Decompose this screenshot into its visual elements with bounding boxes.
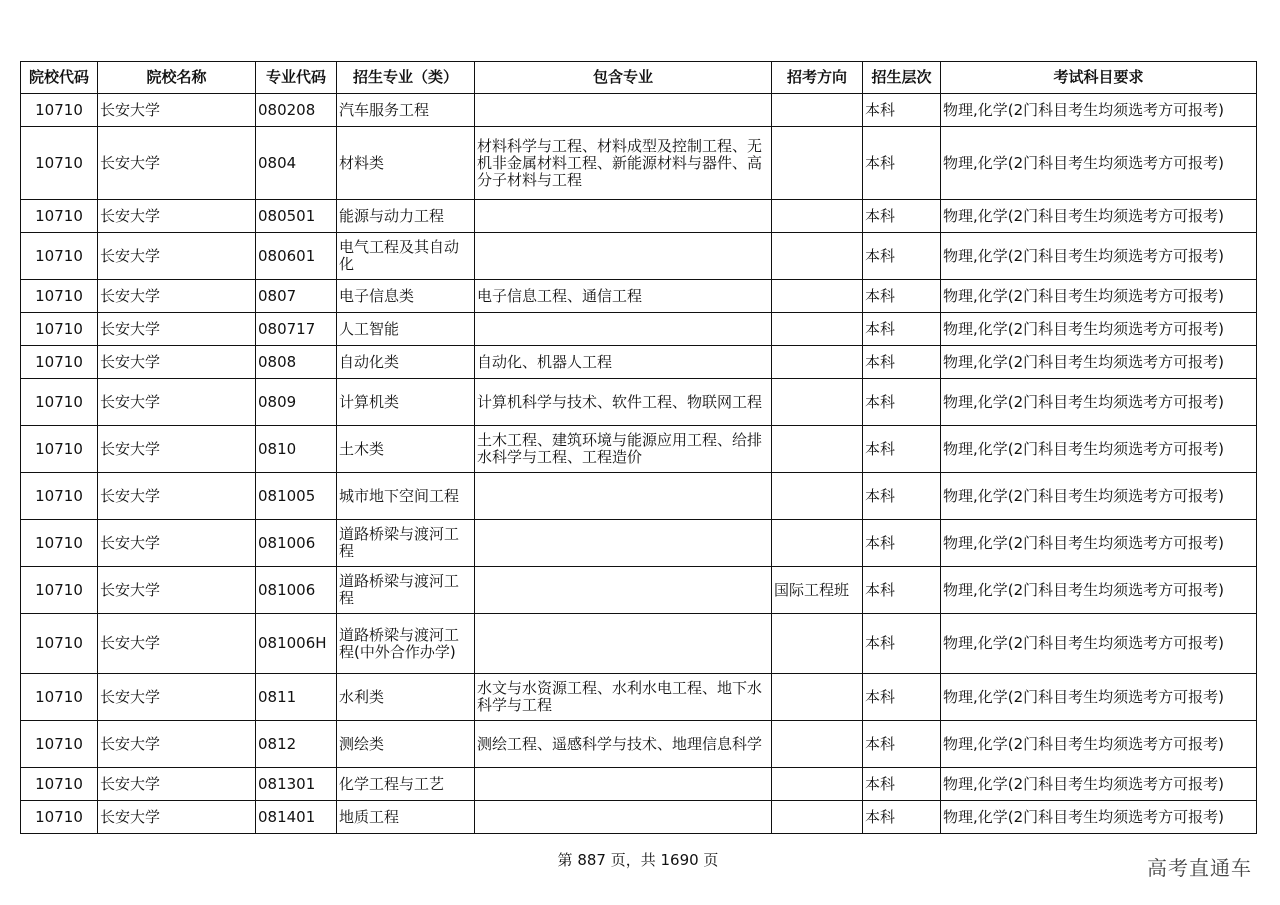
cell-school-name: 长安大学 bbox=[98, 768, 256, 801]
cell-level: 本科 bbox=[863, 768, 941, 801]
header-level: 招生层次 bbox=[863, 62, 941, 94]
cell-school-code: 10710 bbox=[21, 801, 98, 834]
cell-level: 本科 bbox=[863, 313, 941, 346]
cell-major-code: 081006 bbox=[256, 567, 337, 614]
cell-major-code: 081401 bbox=[256, 801, 337, 834]
header-school-name: 院校名称 bbox=[98, 62, 256, 94]
cell-subject-requirements: 物理,化学(2门科目考生均须选考方可报考) bbox=[941, 473, 1257, 520]
cell-subject-requirements: 物理,化学(2门科目考生均须选考方可报考) bbox=[941, 768, 1257, 801]
table-row bbox=[21, 127, 1257, 200]
cell-included-majors: 测绘工程、遥感科学与技术、地理信息科学 bbox=[475, 721, 772, 768]
cell-school-code: 10710 bbox=[21, 280, 98, 313]
cell-direction bbox=[772, 94, 863, 127]
cell-major: 材料类 bbox=[337, 127, 475, 200]
cell-major-code: 080717 bbox=[256, 313, 337, 346]
cell-level: 本科 bbox=[863, 200, 941, 233]
cell-subject-requirements: 物理,化学(2门科目考生均须选考方可报考) bbox=[941, 280, 1257, 313]
table-row bbox=[21, 346, 1257, 379]
cell-direction bbox=[772, 346, 863, 379]
cell-major: 能源与动力工程 bbox=[337, 200, 475, 233]
cell-major-code: 0811 bbox=[256, 674, 337, 721]
cell-level: 本科 bbox=[863, 801, 941, 834]
cell-school-name: 长安大学 bbox=[98, 379, 256, 426]
cell-included-majors bbox=[475, 768, 772, 801]
cell-level: 本科 bbox=[863, 426, 941, 473]
cell-school-name: 长安大学 bbox=[98, 127, 256, 200]
header-major-code: 专业代码 bbox=[256, 62, 337, 94]
cell-direction bbox=[772, 674, 863, 721]
cell-included-majors bbox=[475, 313, 772, 346]
cell-direction bbox=[772, 721, 863, 768]
header-major: 招生专业（类） bbox=[337, 62, 475, 94]
cell-direction bbox=[772, 233, 863, 280]
cell-school-code: 10710 bbox=[21, 94, 98, 127]
cell-subject-requirements: 物理,化学(2门科目考生均须选考方可报考) bbox=[941, 567, 1257, 614]
table-row bbox=[21, 426, 1257, 473]
cell-school-code: 10710 bbox=[21, 233, 98, 280]
cell-major-code: 080601 bbox=[256, 233, 337, 280]
cell-level: 本科 bbox=[863, 674, 941, 721]
cell-major-code: 080501 bbox=[256, 200, 337, 233]
cell-major: 道路桥梁与渡河工程 bbox=[337, 520, 475, 567]
cell-major: 自动化类 bbox=[337, 346, 475, 379]
cell-school-code: 10710 bbox=[21, 127, 98, 200]
table-body bbox=[21, 94, 1257, 834]
table-row bbox=[21, 674, 1257, 721]
cell-school-code: 10710 bbox=[21, 520, 98, 567]
table-header bbox=[21, 62, 1257, 94]
cell-included-majors bbox=[475, 473, 772, 520]
cell-school-code: 10710 bbox=[21, 614, 98, 674]
cell-level: 本科 bbox=[863, 280, 941, 313]
cell-school-name: 长安大学 bbox=[98, 721, 256, 768]
cell-included-majors: 计算机科学与技术、软件工程、物联网工程 bbox=[475, 379, 772, 426]
cell-major: 电气工程及其自动化 bbox=[337, 233, 475, 280]
cell-school-name: 长安大学 bbox=[98, 426, 256, 473]
cell-subject-requirements: 物理,化学(2门科目考生均须选考方可报考) bbox=[941, 346, 1257, 379]
cell-direction bbox=[772, 200, 863, 233]
cell-included-majors bbox=[475, 801, 772, 834]
cell-major: 土木类 bbox=[337, 426, 475, 473]
cell-direction bbox=[772, 379, 863, 426]
cell-school-code: 10710 bbox=[21, 313, 98, 346]
cell-subject-requirements: 物理,化学(2门科目考生均须选考方可报考) bbox=[941, 426, 1257, 473]
cell-school-code: 10710 bbox=[21, 346, 98, 379]
cell-included-majors bbox=[475, 614, 772, 674]
header-included-majors: 包含专业 bbox=[475, 62, 772, 94]
header-direction: 招考方向 bbox=[772, 62, 863, 94]
table-row bbox=[21, 768, 1257, 801]
cell-included-majors: 土木工程、建筑环境与能源应用工程、给排水科学与工程、工程造价 bbox=[475, 426, 772, 473]
cell-level: 本科 bbox=[863, 520, 941, 567]
cell-major-code: 0809 bbox=[256, 379, 337, 426]
cell-included-majors: 电子信息工程、通信工程 bbox=[475, 280, 772, 313]
cell-direction bbox=[772, 473, 863, 520]
cell-school-name: 长安大学 bbox=[98, 313, 256, 346]
cell-direction bbox=[772, 768, 863, 801]
cell-subject-requirements: 物理,化学(2门科目考生均须选考方可报考) bbox=[941, 379, 1257, 426]
cell-school-code: 10710 bbox=[21, 473, 98, 520]
cell-major: 计算机类 bbox=[337, 379, 475, 426]
cell-subject-requirements: 物理,化学(2门科目考生均须选考方可报考) bbox=[941, 200, 1257, 233]
cell-major-code: 081301 bbox=[256, 768, 337, 801]
cell-subject-requirements: 物理,化学(2门科目考生均须选考方可报考) bbox=[941, 520, 1257, 567]
cell-major-code: 0812 bbox=[256, 721, 337, 768]
table-row bbox=[21, 233, 1257, 280]
cell-subject-requirements: 物理,化学(2门科目考生均须选考方可报考) bbox=[941, 313, 1257, 346]
cell-major: 地质工程 bbox=[337, 801, 475, 834]
cell-subject-requirements: 物理,化学(2门科目考生均须选考方可报考) bbox=[941, 233, 1257, 280]
cell-school-name: 长安大学 bbox=[98, 280, 256, 313]
cell-major: 道路桥梁与渡河工程(中外合作办学) bbox=[337, 614, 475, 674]
cell-school-code: 10710 bbox=[21, 721, 98, 768]
table-row bbox=[21, 567, 1257, 614]
cell-subject-requirements: 物理,化学(2门科目考生均须选考方可报考) bbox=[941, 721, 1257, 768]
cell-school-name: 长安大学 bbox=[98, 473, 256, 520]
cell-level: 本科 bbox=[863, 127, 941, 200]
cell-school-name: 长安大学 bbox=[98, 801, 256, 834]
cell-major: 测绘类 bbox=[337, 721, 475, 768]
cell-major-code: 080208 bbox=[256, 94, 337, 127]
cell-direction bbox=[772, 313, 863, 346]
cell-school-name: 长安大学 bbox=[98, 614, 256, 674]
cell-included-majors bbox=[475, 94, 772, 127]
table-row bbox=[21, 473, 1257, 520]
cell-level: 本科 bbox=[863, 379, 941, 426]
cell-major-code: 081006 bbox=[256, 520, 337, 567]
header-subject-requirements: 考试科目要求 bbox=[941, 62, 1257, 94]
cell-included-majors bbox=[475, 200, 772, 233]
cell-school-code: 10710 bbox=[21, 426, 98, 473]
header-row bbox=[21, 62, 1257, 94]
cell-major: 人工智能 bbox=[337, 313, 475, 346]
table-row bbox=[21, 379, 1257, 426]
cell-included-majors: 材料科学与工程、材料成型及控制工程、无机非金属材料工程、新能源材料与器件、高分子材料与工程 bbox=[475, 127, 772, 200]
cell-level: 本科 bbox=[863, 614, 941, 674]
cell-included-majors bbox=[475, 520, 772, 567]
cell-major-code: 081005 bbox=[256, 473, 337, 520]
cell-school-code: 10710 bbox=[21, 768, 98, 801]
cell-subject-requirements: 物理,化学(2门科目考生均须选考方可报考) bbox=[941, 674, 1257, 721]
cell-major: 城市地下空间工程 bbox=[337, 473, 475, 520]
cell-major-code: 0807 bbox=[256, 280, 337, 313]
header-school-code: 院校代码 bbox=[21, 62, 98, 94]
cell-subject-requirements: 物理,化学(2门科目考生均须选考方可报考) bbox=[941, 127, 1257, 200]
cell-included-majors: 水文与水资源工程、水利水电工程、地下水科学与工程 bbox=[475, 674, 772, 721]
cell-school-name: 长安大学 bbox=[98, 346, 256, 379]
cell-direction: 国际工程班 bbox=[772, 567, 863, 614]
cell-subject-requirements: 物理,化学(2门科目考生均须选考方可报考) bbox=[941, 801, 1257, 834]
page-number: 第 887 页，共 1690 页 bbox=[557, 851, 719, 869]
admission-table bbox=[20, 61, 1257, 834]
cell-major: 汽车服务工程 bbox=[337, 94, 475, 127]
cell-level: 本科 bbox=[863, 567, 941, 614]
cell-school-code: 10710 bbox=[21, 379, 98, 426]
cell-subject-requirements: 物理,化学(2门科目考生均须选考方可报考) bbox=[941, 94, 1257, 127]
table-row bbox=[21, 614, 1257, 674]
table-row bbox=[21, 200, 1257, 233]
cell-included-majors bbox=[475, 233, 772, 280]
cell-school-name: 长安大学 bbox=[98, 94, 256, 127]
cell-major: 电子信息类 bbox=[337, 280, 475, 313]
cell-level: 本科 bbox=[863, 346, 941, 379]
cell-school-name: 长安大学 bbox=[98, 674, 256, 721]
cell-major-code: 0810 bbox=[256, 426, 337, 473]
cell-direction bbox=[772, 280, 863, 313]
cell-direction bbox=[772, 801, 863, 834]
cell-school-name: 长安大学 bbox=[98, 520, 256, 567]
cell-major: 道路桥梁与渡河工程 bbox=[337, 567, 475, 614]
cell-major-code: 0808 bbox=[256, 346, 337, 379]
cell-level: 本科 bbox=[863, 473, 941, 520]
cell-major: 化学工程与工艺 bbox=[337, 768, 475, 801]
cell-subject-requirements: 物理,化学(2门科目考生均须选考方可报考) bbox=[941, 614, 1257, 674]
cell-direction bbox=[772, 127, 863, 200]
table-row bbox=[21, 280, 1257, 313]
cell-direction bbox=[772, 520, 863, 567]
cell-direction bbox=[772, 426, 863, 473]
cell-school-name: 长安大学 bbox=[98, 233, 256, 280]
cell-school-name: 长安大学 bbox=[98, 200, 256, 233]
cell-major: 水利类 bbox=[337, 674, 475, 721]
cell-direction bbox=[772, 614, 863, 674]
cell-level: 本科 bbox=[863, 721, 941, 768]
cell-school-code: 10710 bbox=[21, 567, 98, 614]
cell-school-code: 10710 bbox=[21, 200, 98, 233]
cell-included-majors bbox=[475, 567, 772, 614]
table-row bbox=[21, 801, 1257, 834]
cell-included-majors: 自动化、机器人工程 bbox=[475, 346, 772, 379]
cell-major-code: 081006H bbox=[256, 614, 337, 674]
table-row bbox=[21, 94, 1257, 127]
cell-level: 本科 bbox=[863, 94, 941, 127]
watermark-logo: 高考直通车 bbox=[1147, 856, 1252, 880]
cell-school-name: 长安大学 bbox=[98, 567, 256, 614]
table-row bbox=[21, 721, 1257, 768]
cell-school-code: 10710 bbox=[21, 674, 98, 721]
table-row bbox=[21, 313, 1257, 346]
table-row bbox=[21, 520, 1257, 567]
cell-level: 本科 bbox=[863, 233, 941, 280]
cell-major-code: 0804 bbox=[256, 127, 337, 200]
